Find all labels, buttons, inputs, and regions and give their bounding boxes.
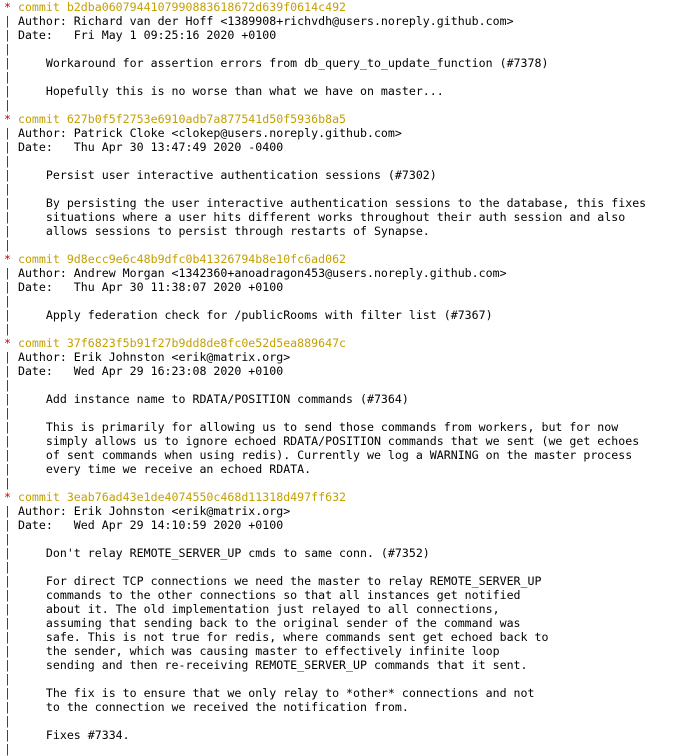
graph-pipe: | — [4, 140, 11, 154]
graph-pipe: | — [4, 588, 11, 602]
graph-pipe: | — [4, 280, 11, 294]
message-text: This is primarily for allowing us to send those commands from workers, but for now — [10, 420, 619, 434]
graph-line — [4, 714, 692, 728]
message-line — [4, 392, 692, 406]
author-text: Author: Richard van der Hoff <1389908+richvdh@users.noreply.github.com> — [10, 14, 514, 28]
graph-line — [4, 672, 692, 686]
author-text: Author: Erik Johnston <erik@matrix.org> — [10, 504, 291, 518]
graph-line — [4, 238, 692, 252]
commit-hash: commit 37f6823f5b91f27b9dd8de8fc0e52d5ea889647c — [10, 336, 347, 350]
message-line — [4, 434, 692, 448]
date-line — [4, 28, 692, 42]
date-text: Date: Thu Apr 30 11:38:07 2020 +0100 — [10, 280, 284, 294]
message-line — [4, 308, 692, 322]
date-text: Date: Fri May 1 09:25:16 2020 +0100 — [10, 28, 277, 42]
graph-pipe: | — [4, 434, 11, 448]
graph-pipe: | — [4, 546, 11, 560]
commit-line — [4, 490, 692, 504]
graph-pipe: | — [4, 308, 11, 322]
graph-line — [4, 154, 692, 168]
commit-hash: commit 3eab76ad43e1de4074550c468d11318d497ff632 — [10, 490, 347, 504]
graph-pipe: | — [4, 98, 11, 112]
commit-hash: commit b2dba0607944107990883618672d639f0614c492 — [10, 0, 347, 14]
message-line — [4, 574, 692, 588]
graph-star: * — [4, 252, 11, 266]
message-line — [4, 602, 692, 616]
graph-pipe: | — [4, 504, 11, 518]
graph-pipe: | — [4, 700, 11, 714]
message-text: simply allows us to ignore echoed RDATA/POSITION commands that we sent (we get echoes — [10, 434, 640, 448]
commit-line — [4, 336, 692, 350]
graph-pipe: | — [4, 630, 11, 644]
message-text: commands to the other connections so that all instances get notified — [10, 588, 521, 602]
commit-hash: commit 627b0f5f2753e6910adb7a877541d50f5936b8a5 — [10, 112, 347, 126]
commit-line — [4, 0, 692, 14]
graph-pipe: | — [4, 518, 11, 532]
graph-line — [4, 182, 692, 196]
graph-pipe: | — [4, 658, 11, 672]
graph-pipe: | — [4, 602, 11, 616]
graph-line — [4, 532, 692, 546]
graph-line — [4, 42, 692, 56]
graph-line — [4, 322, 692, 336]
message-line — [4, 546, 692, 560]
message-text: to the connection we received the notification from. — [10, 700, 409, 714]
commit-line — [4, 252, 692, 266]
graph-star: * — [4, 336, 11, 350]
graph-pipe: | — [4, 28, 11, 42]
graph-pipe: | — [4, 350, 11, 364]
message-line — [4, 658, 692, 672]
date-line — [4, 280, 692, 294]
message-line — [4, 196, 692, 210]
message-text: allows sessions to persist through restarts of Synapse. — [10, 224, 430, 238]
graph-pipe: | — [4, 686, 11, 700]
commit-hash: commit 9d8ecc9e6c48b9dfc0b41326794b8e10fc6ad062 — [10, 252, 347, 266]
graph-pipe: | — [4, 42, 11, 56]
graph-star: * — [4, 112, 11, 126]
graph-star: * — [4, 0, 11, 14]
message-text: about it. The old implementation just relayed to all connections, — [10, 602, 500, 616]
graph-pipe: | — [4, 224, 11, 238]
graph-pipe: | — [4, 616, 11, 630]
graph-pipe: | — [4, 462, 11, 476]
message-line — [4, 448, 692, 462]
graph-line — [4, 476, 692, 490]
message-line — [4, 168, 692, 182]
graph-pipe: | — [4, 532, 11, 546]
graph-pipe: | — [4, 182, 11, 196]
message-line — [4, 210, 692, 224]
graph-pipe: | — [4, 70, 11, 84]
message-text: situations where a user hits different works throughout their auth session and also — [10, 210, 626, 224]
graph-pipe: | — [4, 168, 11, 182]
date-line — [4, 364, 692, 378]
message-text: Don't relay REMOTE_SERVER_UP cmds to same conn. (#7352) — [10, 546, 430, 560]
graph-pipe: | — [4, 294, 11, 308]
message-line — [4, 462, 692, 476]
graph-pipe: | — [4, 378, 11, 392]
graph-pipe: | — [4, 126, 11, 140]
message-text: For direct TCP connections we need the master to relay REMOTE_SERVER_UP — [10, 574, 542, 588]
graph-pipe: | — [4, 574, 11, 588]
graph-pipe: | — [4, 84, 11, 98]
graph-pipe: | — [4, 56, 11, 70]
graph-line — [4, 70, 692, 84]
graph-pipe: | — [4, 266, 11, 280]
author-line — [4, 504, 692, 518]
date-text: Date: Thu Apr 30 13:47:49 2020 -0400 — [10, 140, 284, 154]
graph-pipe: | — [4, 420, 11, 434]
graph-pipe: | — [4, 196, 11, 210]
graph-pipe: | — [4, 210, 11, 224]
author-text: Author: Erik Johnston <erik@matrix.org> — [10, 350, 291, 364]
message-text: Workaround for assertion errors from db_query_to_update_function (#7378) — [10, 56, 549, 70]
author-line — [4, 266, 692, 280]
graph-line — [4, 294, 692, 308]
message-text: The fix is to ensure that we only relay to *other* connections and not — [10, 686, 535, 700]
graph-pipe: | — [4, 154, 11, 168]
graph-pipe: | — [4, 14, 11, 28]
graph-pipe: | — [4, 742, 11, 756]
graph-pipe: | — [4, 672, 11, 686]
graph-star: * — [4, 490, 11, 504]
message-text: assuming that sending back to the original sender of the command was — [10, 616, 521, 630]
message-text: the sender, which was causing master to effectively infinite loop — [10, 644, 500, 658]
message-text: every time we receive an echoed RDATA. — [10, 462, 312, 476]
date-text: Date: Wed Apr 29 14:10:59 2020 +0100 — [10, 518, 284, 532]
graph-pipe: | — [4, 448, 11, 462]
commit-line — [4, 112, 692, 126]
message-line — [4, 728, 692, 742]
message-line — [4, 56, 692, 70]
date-line — [4, 140, 692, 154]
graph-pipe: | — [4, 392, 11, 406]
graph-pipe: | — [4, 728, 11, 742]
message-line — [4, 616, 692, 630]
graph-pipe: | — [4, 476, 11, 490]
author-text: Author: Andrew Morgan <1342360+anoadragon453@users.noreply.github.com> — [10, 266, 507, 280]
graph-line — [4, 742, 692, 756]
message-text: safe. This is not true for redis, where commands sent get echoed back to — [10, 630, 549, 644]
date-text: Date: Wed Apr 29 16:23:08 2020 +0100 — [10, 364, 284, 378]
graph-pipe: | — [4, 714, 11, 728]
graph-pipe: | — [4, 406, 11, 420]
message-line — [4, 686, 692, 700]
graph-line — [4, 560, 692, 574]
graph-pipe: | — [4, 364, 11, 378]
message-line — [4, 588, 692, 602]
message-text: Hopefully this is no worse than what we have on master... — [10, 84, 444, 98]
message-text: of sent commands when using redis). Currently we log a WARNING on the master process — [10, 448, 633, 462]
graph-line — [4, 378, 692, 392]
message-line — [4, 630, 692, 644]
author-line — [4, 14, 692, 28]
graph-pipe: | — [4, 644, 11, 658]
message-text: Add instance name to RDATA/POSITION commands (#7364) — [10, 392, 409, 406]
graph-line — [4, 98, 692, 112]
date-line — [4, 518, 692, 532]
message-text: Persist user interactive authentication sessions (#7302) — [10, 168, 437, 182]
message-text: sending and then re-receiving REMOTE_SERVER_UP commands that it sent. — [10, 658, 528, 672]
message-line — [4, 420, 692, 434]
message-text: Fixes #7334. — [10, 728, 130, 742]
message-text: Apply federation check for /publicRooms with filter list (#7367) — [10, 308, 493, 322]
author-line — [4, 126, 692, 140]
author-line — [4, 350, 692, 364]
message-line — [4, 224, 692, 238]
message-text: By persisting the user interactive authentication sessions to the database, this fixes — [10, 196, 647, 210]
message-line — [4, 84, 692, 98]
message-line — [4, 700, 692, 714]
graph-line — [4, 406, 692, 420]
graph-pipe: | — [4, 560, 11, 574]
author-text: Author: Patrick Cloke <clokep@users.noreply.github.com> — [10, 126, 402, 140]
graph-pipe: | — [4, 238, 11, 252]
graph-pipe: | — [4, 322, 11, 336]
message-line — [4, 644, 692, 658]
